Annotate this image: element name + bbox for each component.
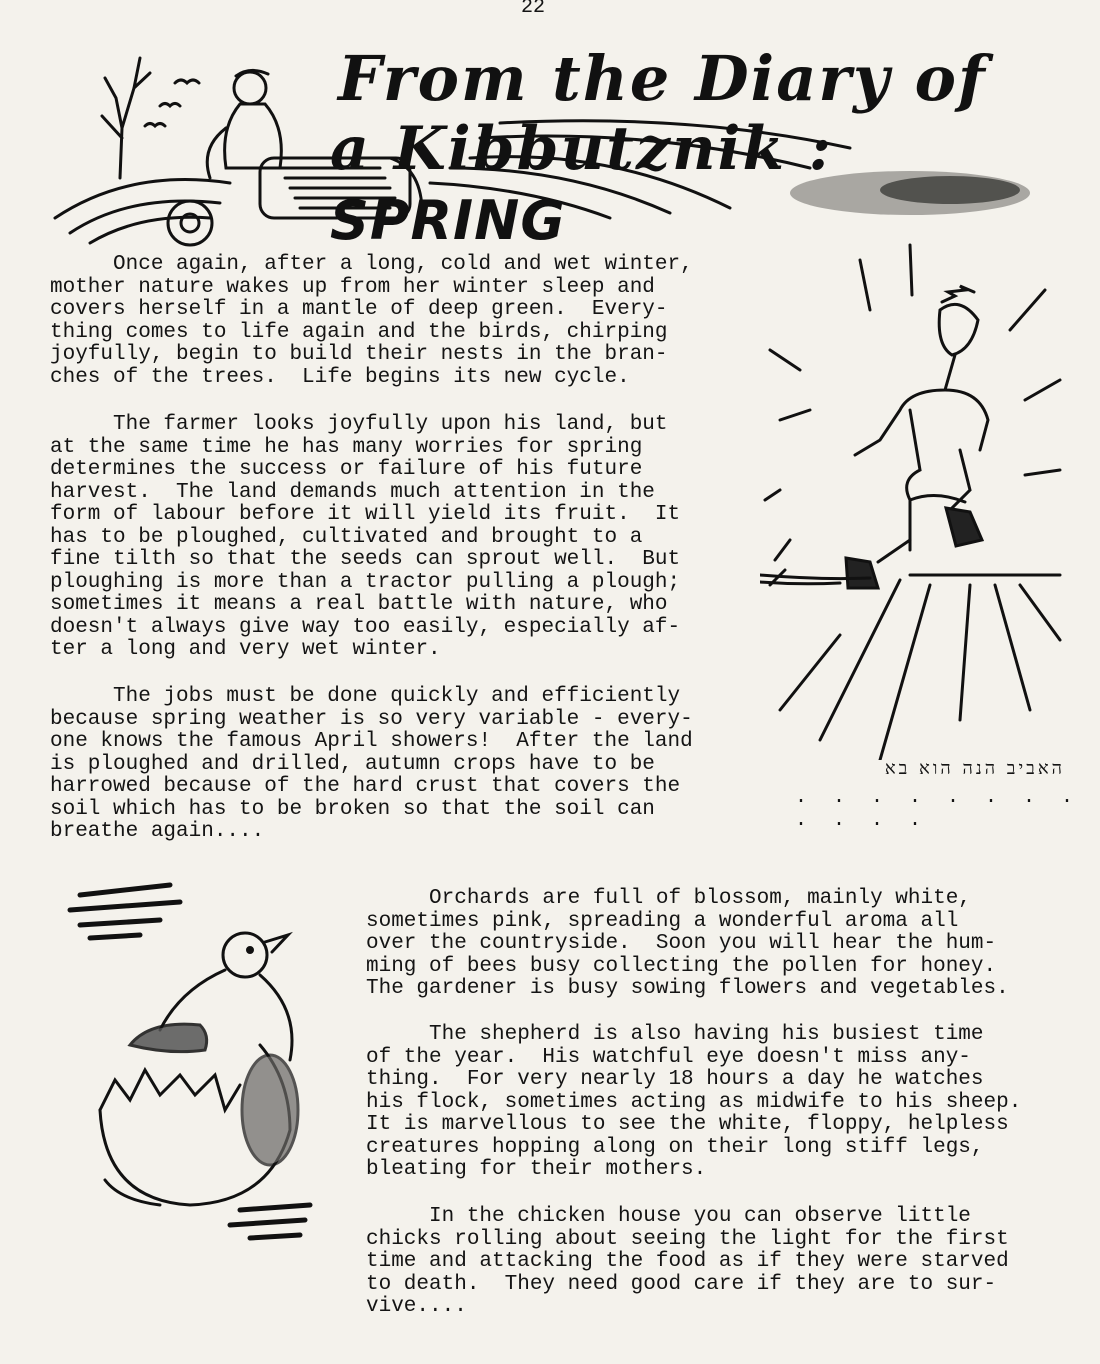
title-line-2-text: a Kibbutznik : bbox=[330, 114, 834, 184]
title-line-2 bbox=[330, 114, 1050, 254]
caption-dots: . . . . . . . . . . . . bbox=[795, 786, 1081, 832]
dancing-man-illustration bbox=[760, 240, 1080, 760]
paragraph-6: In the chicken house you can observe little chicks rolling about seeing the light for the first time and attacking the food as if they were starved to death. They need good care if they are to sur- vive.... bbox=[366, 1205, 1009, 1318]
title-line-1: From the Diary of bbox=[338, 42, 987, 115]
paragraph-5: The shepherd is also having his busiest time of the year. His watchful eye doesn't miss any- thing. For very nearly 18 hours a day he watches his flock, sometimes acting as midwife to his sheep. It is marvellous to see the white, floppy, helpless creatures hopping along on their long stiff legs, bleating for their mothers. bbox=[366, 1023, 1022, 1181]
page-number: 22 bbox=[521, 0, 546, 19]
hebrew-caption: האביב הנה הוא בא bbox=[884, 758, 1065, 779]
title-spring: SPRING bbox=[330, 189, 566, 252]
title-banner bbox=[50, 18, 1050, 258]
paragraph-2: The farmer looks joyfully upon his land, but at the same time he has many worries for spring determines the success or failure of his future harvest. The land demands much attention in the form of labour before it will yield its fruit. It has to be ploughed, cultivated and brought to a fine tilth so that the seeds can sprout well. But ploughing is more than a tractor pulling a plough; sometimes it means a real battle with nature, who doesn't always give way too easily, especially af- ter a long and very wet winter. bbox=[50, 413, 681, 661]
paragraph-4: Orchards are full of blossom, mainly white, sometimes pink, spreading a wonderful aroma all over the countryside. Soon you will hear the hum- ming of bees busy collecting the pollen for honey. The gardener is busy sowing flowers and vegetables. bbox=[366, 887, 1009, 1000]
paragraph-1: Once again, after a long, cold and wet winter, mother nature wakes up from her winter sleep and covers herself in a mantle of deep green. Every- thing comes to life again and the birds, chirping joyfully, begin to build their nests in the bran- ches of the trees. Life begins its new cycle. bbox=[50, 253, 693, 389]
paragraph-3: The jobs must be done quickly and efficiently because spring weather is so very variable - every- one knows the famous April showers! After the land is ploughed and drilled, autumn crops have to be harrowed because of the hard crust that covers the soil which has to be broken so that the soil can breathe again.... bbox=[50, 685, 693, 843]
hatching-chick-illustration bbox=[60, 880, 350, 1260]
